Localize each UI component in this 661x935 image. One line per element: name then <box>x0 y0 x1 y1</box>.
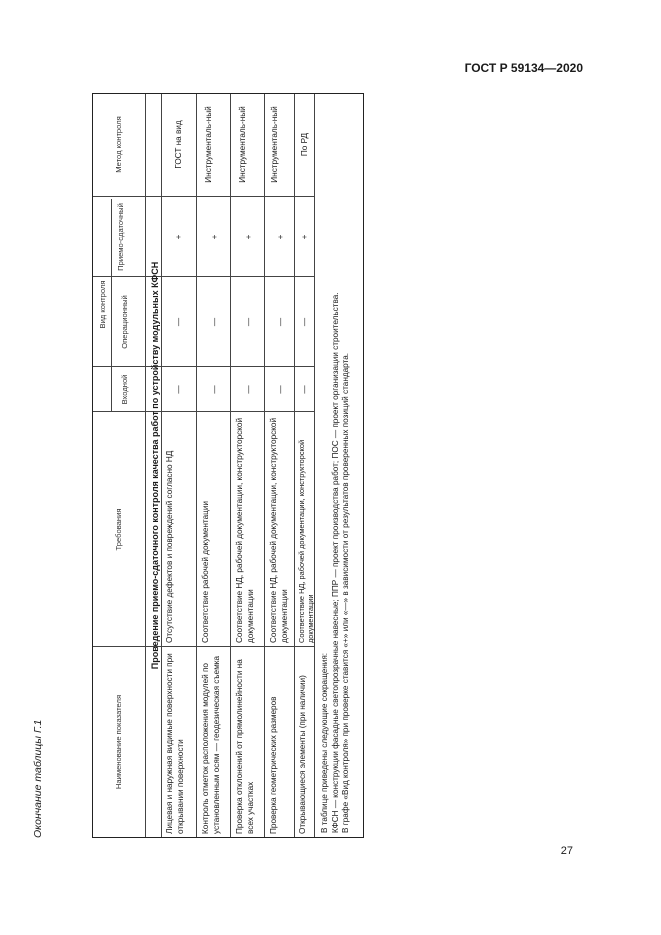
row-2-req: Соответствие рабочей документации <box>201 501 210 643</box>
row-3-oper: — <box>244 317 253 327</box>
row-5-oper: — <box>300 317 309 327</box>
header-acceptance: Приемо-сдаточный <box>116 203 125 271</box>
row-3-acc: + <box>244 234 253 240</box>
rotated-table-area <box>28 38 368 838</box>
row-4-acc: + <box>276 234 285 240</box>
note-line-2: КФСН — конструкции фасадные светопрозрачные навесные; ППР — проект производства работ; ПОС — проект организации строительства. <box>330 292 340 833</box>
row-4-req: Соответствие НД, рабочей документации, конструкторской документации <box>269 417 289 643</box>
row-1-method: ГОСТ на вид <box>174 120 183 169</box>
row-4-oper: — <box>276 317 285 327</box>
row-1-acc: + <box>174 234 183 240</box>
row-4-method: Инструменталь-ный <box>270 106 279 183</box>
row-5-req: Соответствие НД, рабочей документации, конструкторской документации <box>297 439 315 643</box>
table-g1 <box>92 93 364 838</box>
page-number: 27 <box>560 845 573 857</box>
row-2-input: — <box>210 385 219 394</box>
row-3-input: — <box>244 385 253 394</box>
row-2-name: Контроль отметок расположения модулей по установленным осям — геодезическая съемка <box>201 655 221 834</box>
row-2-oper: — <box>210 317 219 327</box>
row-3-name: Проверка отклонений от прямолинейности на всех участках <box>235 659 255 834</box>
table-notes <box>318 288 354 837</box>
row-3-method: Инструменталь-ный <box>238 106 247 183</box>
row-1-oper: — <box>174 317 183 327</box>
document-number: ГОСТ Р 59134—2020 <box>464 61 583 75</box>
row-1-req: Отсутствие дефектов и повреждений согласно НД <box>165 450 174 643</box>
row-5-input: — <box>300 385 309 394</box>
header-method: Метод контроля <box>114 116 123 173</box>
row-3-req: Соответствие НД, рабочей документации, конструкторской документации <box>235 417 255 643</box>
row-1-name: Лицевая и наружная видимые поверхности при открывании поверхности <box>165 653 185 834</box>
header-control-type: Вид контроля <box>98 280 107 329</box>
row-2-acc: + <box>210 234 219 240</box>
row-1-input: — <box>174 385 183 394</box>
row-5-acc: + <box>300 234 309 240</box>
note-line-1: В таблице приведены следующие сокращения: <box>320 652 329 833</box>
header-name: Наименование показателя <box>114 694 123 790</box>
note-line-3: В графе «Вид контроля» при проверке ставится «+» или «—» в зависимости от результатов проверенных позиций стандарта. <box>341 352 350 833</box>
row-5-name: Открывающиеся элементы (при наличии) <box>298 675 307 834</box>
row-2-method: Инструменталь-ный <box>204 106 213 183</box>
header-requirements: Требования <box>114 508 123 551</box>
row-4-name: Проверка геометрических размеров <box>269 696 278 834</box>
table-caption: Окончание таблицы Г.1 <box>32 719 44 838</box>
section-title: Проведение приемо-сдаточного контроля качества работ по устройству модульных КФСН <box>150 261 160 670</box>
header-operational: Операционный <box>120 295 129 349</box>
row-5-method: По РД <box>300 132 309 157</box>
row-4-input: — <box>276 385 285 394</box>
header-input: Входной <box>120 374 129 405</box>
